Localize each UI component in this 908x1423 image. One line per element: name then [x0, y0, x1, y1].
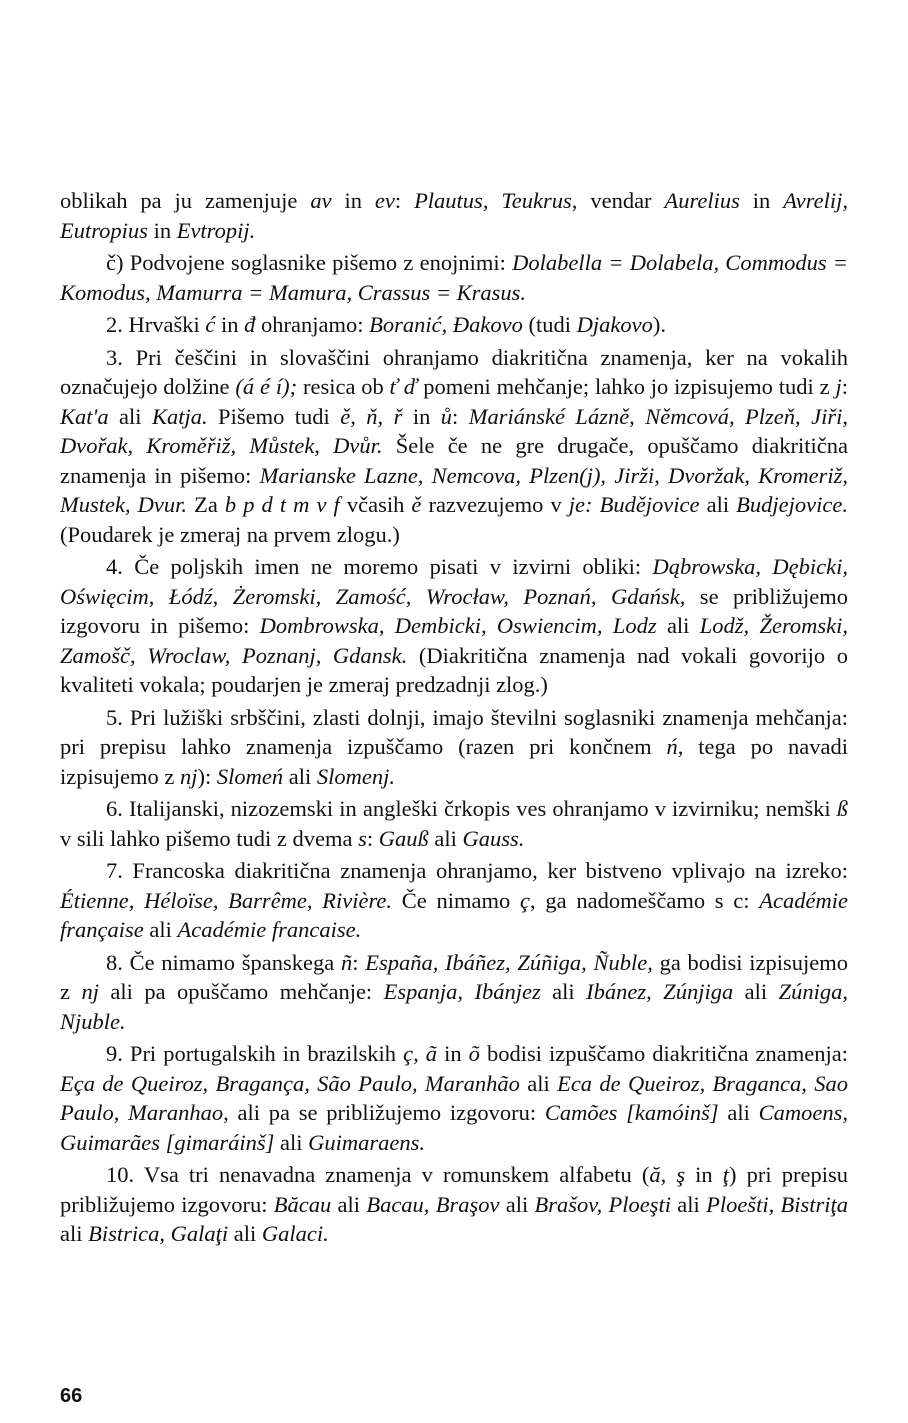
text-run: (Diakritična znamenja nad vokali govorijo o kvaliteti vokala; poudarjen je zmeraj predzadnji zlog.) [60, 642, 848, 697]
italic-text: b p d t m v f [224, 492, 340, 517]
paragraph [60, 1039, 848, 1157]
text-run: 2. Hrvaški [106, 312, 206, 337]
italic-text: España, Ibáñez, Zúñiga, Ñuble, [365, 949, 653, 975]
text-run: Če nimamo [392, 887, 521, 913]
text-run: ali pa se približujemo izgovoru: [228, 1100, 545, 1125]
italic-text: Slomenj. [316, 763, 395, 789]
italic-text: ç, ã [403, 1041, 438, 1066]
text-run: in [739, 188, 784, 213]
italic-text: ă, ş [649, 1162, 686, 1187]
italic-text: ń [666, 734, 678, 759]
paragraph [60, 186, 848, 245]
text-run: 9. Pri portugalskih in brazilskih [106, 1041, 404, 1066]
text-run: ohranjamo: [255, 312, 370, 337]
italic-text: Evtropij. [176, 217, 256, 243]
paragraph [60, 703, 848, 792]
text-run: oblikah pa ju zamenjuje [60, 188, 311, 213]
italic-text: Plautus, Teukrus, [414, 188, 578, 213]
italic-text: Académie francaise. [177, 917, 362, 942]
italic-text: Académie française [60, 887, 849, 942]
text-run: ): [197, 763, 217, 789]
text-run: 4. Če poljskih imen ne moremo pisati v izvirni obliki: [106, 554, 653, 579]
text-run: ) pri prepisu približujemo izgovoru: [60, 1162, 848, 1217]
italic-text: Gauss. [462, 825, 525, 851]
text-run: in [147, 217, 177, 243]
text-run: : [394, 188, 415, 213]
italic-text: ţ [722, 1162, 730, 1187]
text-run: 6. Italijanski, nizozemski in angleški črkopis ves ohranjamo v izvirniku; nemški [106, 796, 837, 821]
text-run: ali [499, 1191, 535, 1217]
italic-text: Eça de Queiroz, Bragança, São Paulo, Maranhão [60, 1070, 520, 1096]
paragraph [60, 343, 848, 550]
italic-text: Bistrica, Galaţi [88, 1221, 229, 1246]
text-run: Šele če ne gre drugače, opuščamo diakritična znamenja in pišemo: [60, 433, 848, 488]
italic-text: Gauß [378, 825, 429, 851]
text-run: ali [699, 492, 737, 517]
text-run: ali [228, 1221, 262, 1246]
text-run: in [215, 312, 245, 337]
italic-text: s [358, 825, 367, 851]
text-run: ali [331, 1191, 367, 1217]
text-run: ali [540, 979, 587, 1004]
italic-text: je: [568, 492, 593, 517]
text-run: ali [274, 1129, 309, 1155]
text-run: pomeni mehčanje; lahko jo izpisujemo tudi z [417, 374, 836, 399]
italic-text: Étienne, Héloïse, Barrême, Rivière. [60, 887, 393, 913]
italic-text: Avrelij, Eutropius [60, 188, 848, 243]
text-run: 8. Če nimamo španskega [106, 949, 341, 975]
italic-text: Camões [kamóinš] [544, 1100, 719, 1125]
text-run: č) Podvojene soglasnike pišemo z enojnimi: [106, 250, 513, 275]
text-run: (Poudarek je zmeraj na prvem zlogu.) [60, 521, 400, 547]
page-text [60, 186, 848, 1252]
text-run: ali [428, 825, 463, 851]
text-run: se približujemo izgovoru in pišemo: [60, 583, 848, 638]
text-run: včasih [339, 492, 412, 517]
text-run: ). [652, 312, 666, 337]
italic-text: nj [179, 763, 198, 789]
text-run: ali [733, 979, 779, 1004]
italic-text: Dolabella = Dolabela, Commodus = Komodus, Mamurra = Mamura, Crassus = Krasus. [60, 250, 848, 305]
italic-text: Galaci. [261, 1221, 329, 1246]
text-run: , tega po navadi izpisujemo z [60, 734, 848, 789]
text-run: resica ob [297, 374, 390, 399]
italic-text: Budjejovice. [736, 492, 848, 517]
text-run: : [366, 825, 379, 851]
italic-text: Ibánez, Zúnjiga [586, 979, 734, 1004]
italic-text: Marianske Lazne, Nemcova, Plzen(j), Jirži, Dvoržak, Kromeriž, Mustek, Dvur. [60, 462, 848, 517]
text-run: in [437, 1041, 469, 1066]
text-run: ali [519, 1070, 558, 1096]
text-run: 7. Francoska diakritična znamenja ohranjamo, ker bistveno vplivajo na izreko: [106, 858, 848, 883]
text-run [593, 492, 600, 517]
italic-text: ß [836, 796, 848, 821]
text-run: v sili lahko pišemo tudi z dvema [60, 825, 359, 851]
text-run: ali [143, 917, 178, 942]
text-run: (tudi [522, 312, 577, 337]
italic-text: Zúniga, Njuble. [60, 979, 848, 1034]
italic-text: ť ď [389, 374, 418, 399]
italic-text: Guimaraens. [308, 1129, 426, 1155]
italic-text: ě [411, 492, 422, 517]
text-run: ali [656, 613, 700, 638]
paragraph [60, 856, 848, 945]
text-run: in [402, 403, 441, 429]
italic-text: nj [81, 979, 99, 1004]
text-run: : [452, 403, 469, 429]
paragraph [60, 552, 848, 700]
italic-text: Aurelius [664, 188, 740, 213]
italic-text: (á é í); [235, 374, 298, 399]
italic-text: Kat'a [60, 403, 109, 429]
italic-text: Djakovo [576, 312, 653, 337]
text-run: in [685, 1162, 723, 1187]
italic-text: ě, ň, ř [340, 403, 403, 429]
italic-text: Dombrowska, Dembicki, Oswiencim, Lodz [259, 613, 657, 638]
italic-text: av [310, 188, 332, 213]
italic-text: ů [440, 403, 453, 429]
italic-text: Eca de Queiroz, Braganca, Sao Paulo, Maranhao, [60, 1070, 848, 1125]
italic-text: Lodž, Žeromski, Zamošč, Wroclaw, Poznanj, Gdansk. [60, 613, 848, 668]
text-run: , ga nadomeščamo s c: [530, 887, 760, 913]
paragraph [60, 794, 848, 853]
italic-text: Dąbrowska, Dębicki, Oświęcim, Łódź, Żeromski, Zamość, Wrocław, Poznań, Gdańsk, [60, 554, 848, 609]
text-run: 3. Pri češčini in slovaščini ohranjamo diakritična znamenja, ker na vokalih označujejo dolžine [60, 344, 848, 399]
italic-text: đ [244, 312, 256, 337]
text-run: vendar [577, 188, 665, 213]
text-run: ali [60, 1221, 89, 1246]
italic-text: Katja. [151, 403, 208, 429]
page-number: 66 [60, 1385, 83, 1407]
text-run: ali pa opuščamo mehčanje: [98, 979, 384, 1004]
italic-text: Espanja, Ibánjez [383, 979, 541, 1004]
text-run: in [331, 188, 375, 213]
italic-text: ç [520, 887, 531, 913]
paragraph [60, 948, 848, 1037]
text-run: 10. Vsa tri nenavadna znamenja v romunskem alfabetu ( [106, 1162, 650, 1187]
text-run: : [841, 374, 849, 399]
paragraph [60, 248, 848, 307]
text-run: : [352, 949, 366, 975]
italic-text: Boranić, Đakovo [369, 312, 523, 337]
text-run: 5. Pri lužiški srbščini, zlasti dolnji, imajo številni soglasniki znamenja mehčanja: pri prepisu lahko znamenja izpuščamo (razen pri končnem [60, 704, 848, 759]
italic-text: Băcau [273, 1191, 332, 1217]
text-run: ali [718, 1100, 759, 1125]
text-run: ali [283, 763, 317, 789]
text-run: Pišemo tudi [207, 403, 341, 429]
italic-text: Budějovice [599, 492, 700, 517]
italic-text: j [835, 374, 842, 399]
italic-text: Bacau, Braşov [366, 1191, 500, 1217]
italic-text: ev [374, 188, 395, 213]
italic-text: Brašov, Ploeşti [534, 1191, 672, 1217]
italic-text: Camoens, Guimarães [gimaráinš] [60, 1100, 848, 1155]
paragraph [60, 310, 848, 340]
paragraph [60, 1160, 848, 1249]
italic-text: õ [468, 1041, 480, 1066]
text-run: ali [108, 403, 152, 429]
text-run: ali [671, 1191, 707, 1217]
italic-text: ć [205, 312, 216, 337]
text-run: Za [187, 492, 225, 517]
italic-text: ñ [340, 949, 353, 975]
italic-text: Ploešti, Bistriţa [706, 1191, 848, 1217]
text-run: ga bodisi izpisujemo z [60, 949, 848, 1004]
italic-text: Slomeń [216, 763, 284, 789]
italic-text: Mariánské Lázně, Němcová, Plzeň, Jiři, Dvořak, Kroměřiž, Můstek, Dvůr. [60, 403, 848, 458]
text-run: bodisi izpuščamo diakritična znamenja: [479, 1041, 848, 1066]
text-run: razvezujemo v [421, 492, 569, 517]
